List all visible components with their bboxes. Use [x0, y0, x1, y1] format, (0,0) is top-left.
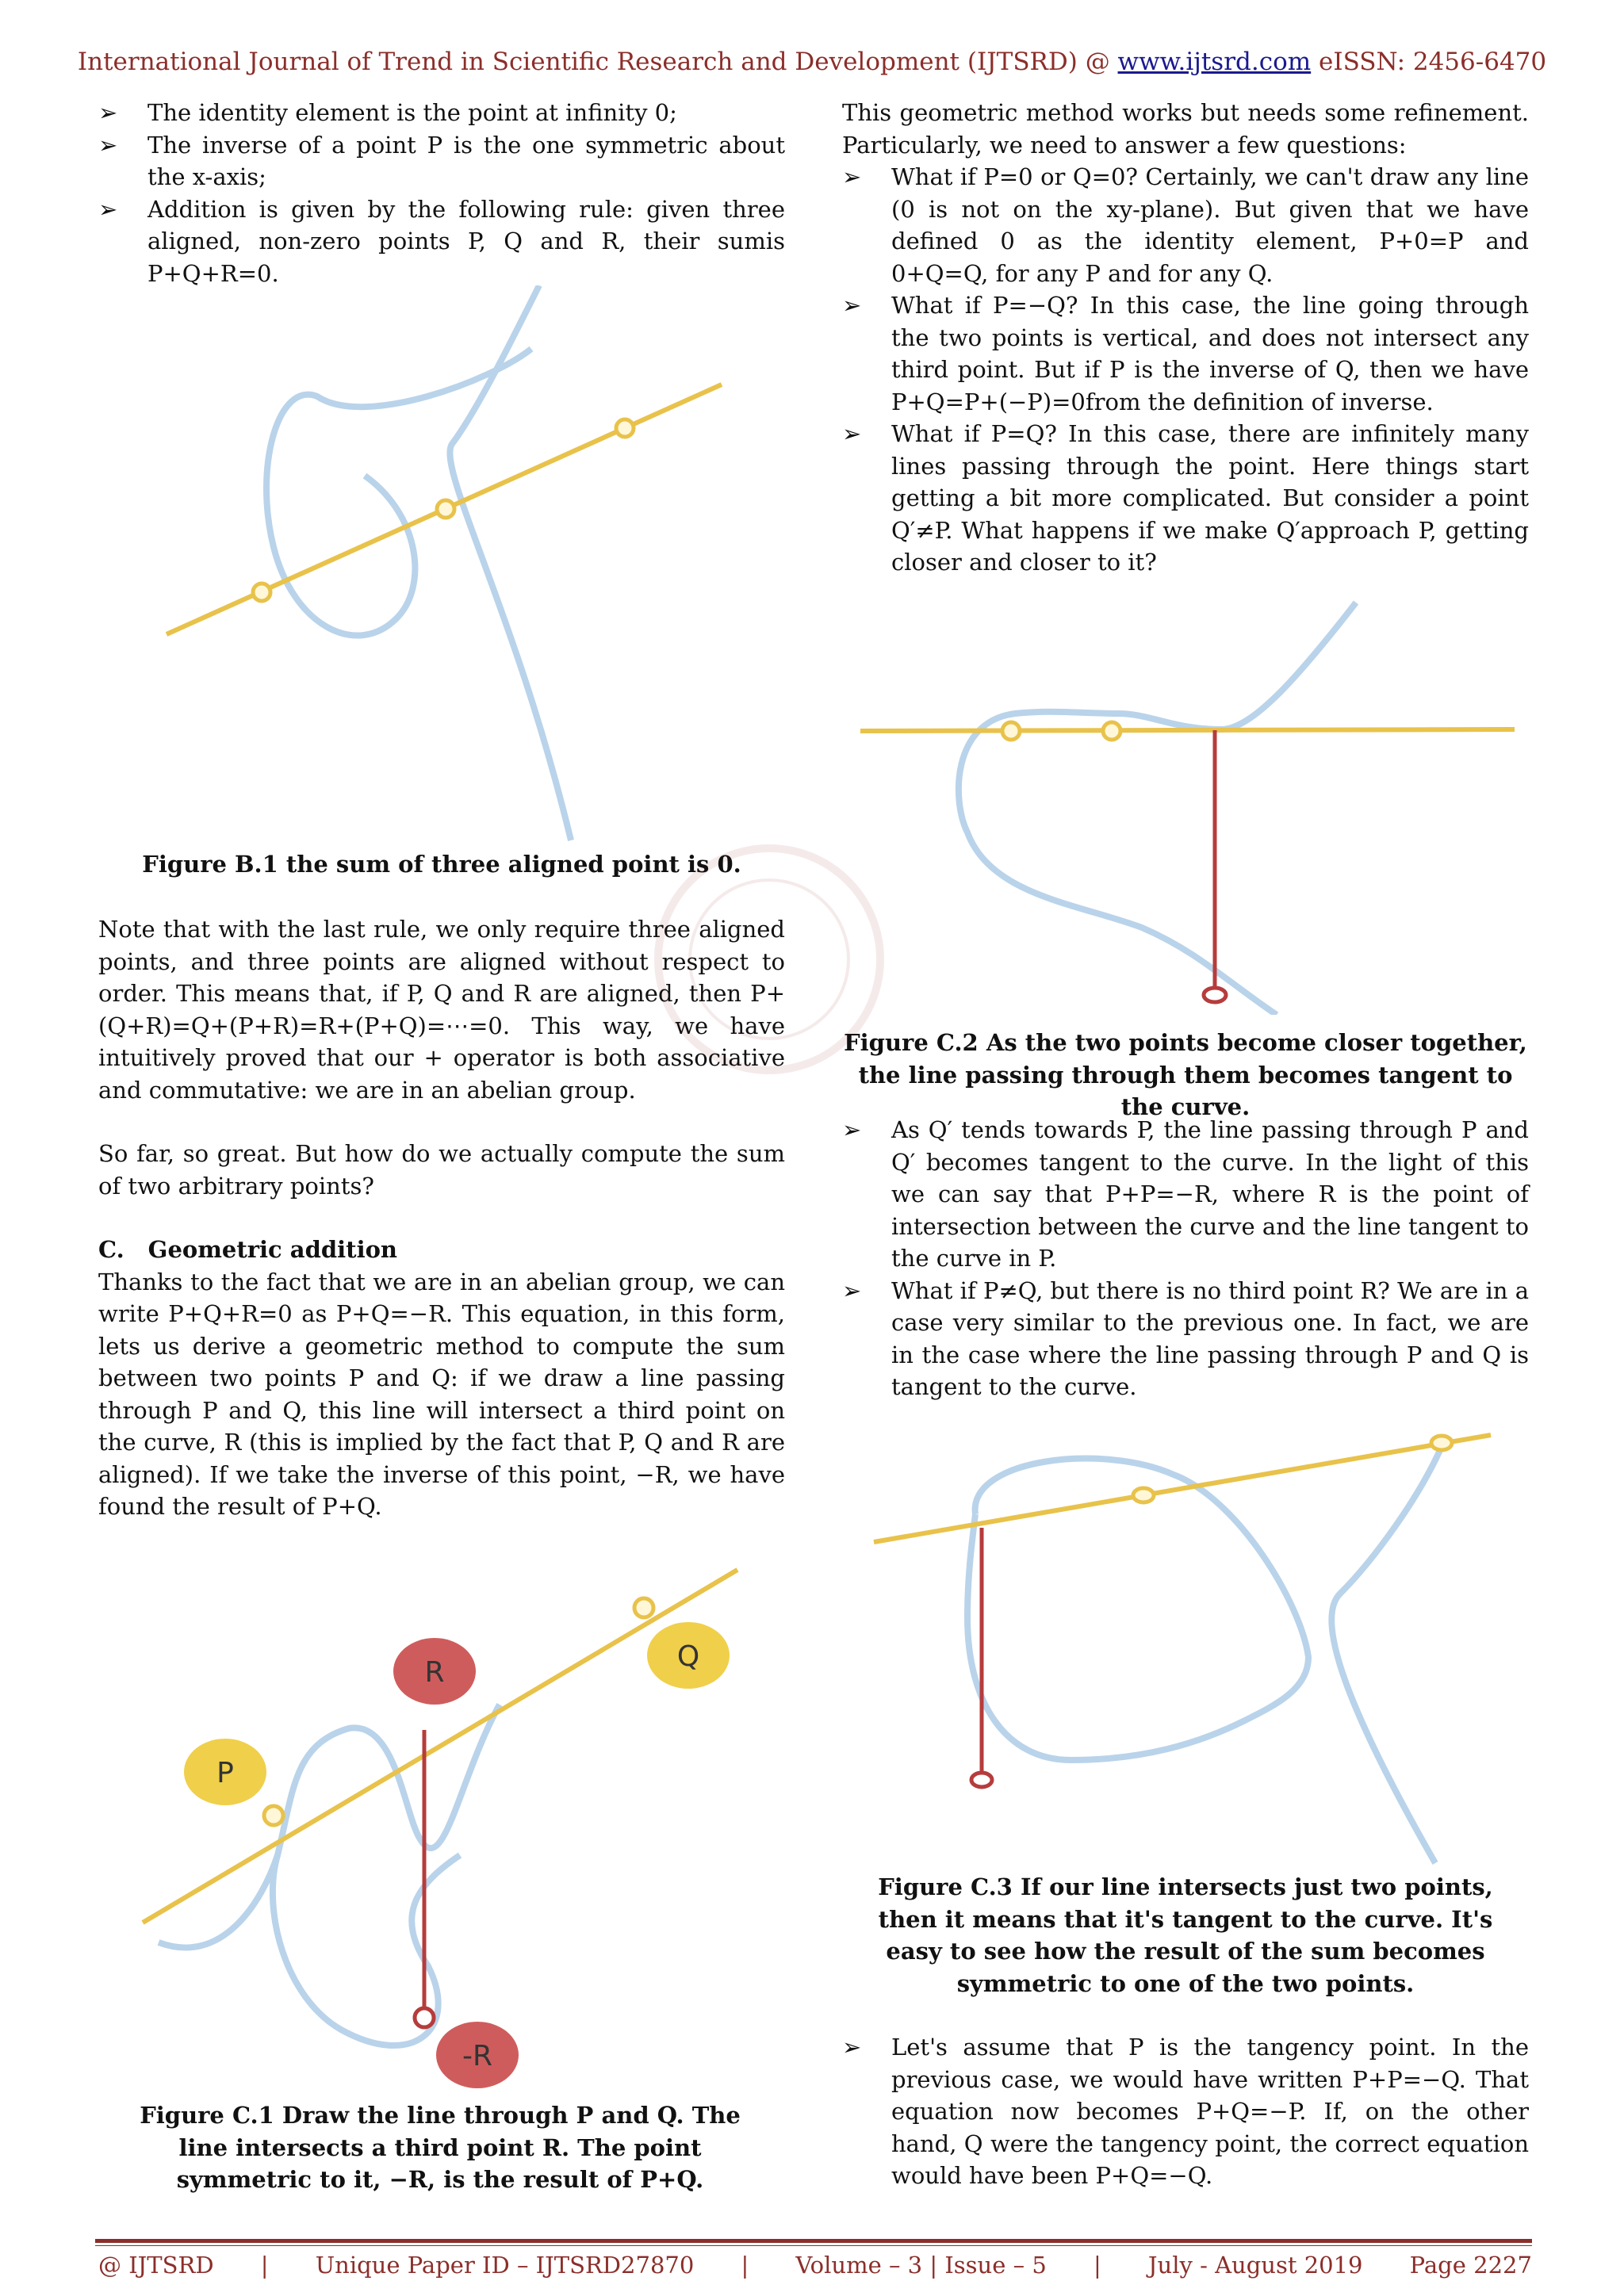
figure-c1 [127, 1554, 753, 2109]
footer-rule [95, 2239, 1532, 2243]
arrowhead-bullet-icon: ➢ [842, 420, 862, 447]
footer [98, 2252, 1532, 2279]
footer-volume: Volume – 3 | Issue – 5 [795, 2252, 1047, 2279]
right-bottom-text [842, 2031, 1529, 2192]
point-p [264, 1806, 283, 1825]
bullet-item: ➢ What if P≠Q, but there is no third point R? We are in a case very similar to the previous one. In fact, we are in the case where the line passing through P and Q is tangent to the curve. [842, 1275, 1529, 1403]
bullet-item: ➢ Addition is given by the following rule: given three aligned, non-zero points P, Q and R, their sumis P+Q+R=0. [98, 193, 785, 290]
figure-b1-caption: Figure B.1 the sum of three aligned point is 0. [142, 851, 741, 878]
point-q [634, 1598, 653, 1617]
paragraph: Thanks to the fact that we are in an abelian group, we can write P+Q+R=0 as P+Q=−R. This equation, in this form, lets us derive a geometric method to compute the sum between two points P and Q: if we draw a line passing through P and Q, this line will intersect a third point on the curve, R (this is implied by the fact that P, Q and R are aligned). If we take the inverse of this point, −R, we have found the result of P+Q. [98, 1268, 785, 1520]
footer-separator: | [1093, 2252, 1101, 2279]
section-heading [98, 1234, 785, 1266]
figure-c3-caption: Figure C.3 If our line intersects just two points, then it means that it's tangent to the curve. It's easy to see how the result of the sum becomes symmetric to one of the two points. [878, 1873, 1493, 1997]
arrowhead-bullet-icon: ➢ [98, 195, 118, 223]
journal-issn: eISSN: 2456-6470 [1311, 48, 1547, 76]
paragraph: So far, so great. But how do we actually compute the sum of two arbitrary points? [98, 1140, 785, 1200]
point-p [1002, 722, 1020, 740]
curve-branch [450, 285, 571, 840]
point-neg-r [415, 2008, 434, 2027]
label-p: P [216, 1757, 234, 1789]
right-top-text [842, 97, 1529, 579]
left-body-text [98, 913, 785, 1523]
bullet-item: ➢ As Q′ tends towards P, the line passing through P and Q′ becomes tangent to the curve. In the light of this we can say that P+P=−R, where R is the point of intersection between the curve and the line tangent to the curve in P. [842, 1114, 1529, 1275]
bullet-item: ➢ What if P=0 or Q=0? Certainly, we can't draw any line (0 is not on the xy-plane). But given that we have defined 0 as the identity element, P+0=P and 0+Q=Q, for any P and for any Q. [842, 161, 1529, 289]
footer-date: July - August 2019 [1147, 2252, 1363, 2279]
footer-separator: | [741, 2252, 749, 2279]
figure-c2 [856, 595, 1522, 1015]
point-3 [616, 419, 634, 437]
bullet-item: ➢ What if P=−Q? In this case, the line going through the two points is vertical, and does not intersect any third point. But if P is the inverse of Q, then we have P+Q=P+(−P)=0from the definition of inverse. [842, 289, 1529, 418]
point-neg-r [1204, 988, 1226, 1002]
point-2 [437, 500, 454, 518]
arrowhead-bullet-icon: ➢ [98, 131, 118, 159]
footer-publisher: @ IJTSRD [98, 2252, 214, 2279]
arrowhead-bullet-icon: ➢ [98, 99, 118, 126]
left-bullets [98, 97, 785, 289]
bullet-item: ➢ Let's assume that P is the tangency point. In the previous case, we would have written P+P=−Q. That equation now becomes P+Q=−P. If, on the other hand, Q were the tangency point, the correct equation would have been P+Q=−Q. [842, 2031, 1529, 2192]
arrowhead-bullet-icon: ➢ [842, 292, 862, 319]
journal-url-link[interactable]: www.ijtsrd.com [1117, 48, 1312, 76]
arrowhead-bullet-icon: ➢ [842, 1116, 862, 1143]
footer-rule-thin [95, 2245, 1532, 2246]
tangent-line [860, 729, 1515, 731]
bullet-item: ➢ What if P=Q? In this case, there are infinitely many lines passing through the point. Here things start getting a bit more complicated. But consider a point Q′≠P. What happens if we make Q′approach P, getting closer and closer to it? [842, 418, 1529, 579]
arrowhead-bullet-icon: ➢ [842, 2034, 862, 2061]
section-title: Geometric addition [147, 1236, 398, 1263]
section-number: C. [98, 1236, 124, 1263]
label-neg-r: -R [462, 2040, 493, 2072]
point-tangency [1133, 1488, 1154, 1502]
point-1 [253, 584, 270, 601]
figure-c3 [864, 1419, 1515, 1871]
footer-paper-id: Unique Paper ID – IJTSRD27870 [315, 2252, 695, 2279]
footer-separator: | [260, 2252, 269, 2279]
paragraph: Note that with the last rule, we only require three aligned points, and three points are aligned without respect to order. This means that, if P, Q and R are aligned, then P+(Q+R)=Q+(P+R)=R+(P+Q)=⋯=0. This way, we have intuitively proved that our + operator is both associative and commutative: we are in an abelian group. [98, 916, 785, 1104]
point-neg [971, 1773, 992, 1787]
arrowhead-bullet-icon: ➢ [842, 1276, 862, 1304]
curve-loop [967, 1459, 1308, 1760]
bullet-item: ➢ The inverse of a point P is the one symmetric about the x-axis; [98, 129, 785, 193]
label-q: Q [676, 1640, 700, 1673]
journal-header [0, 48, 1624, 76]
footer-page-number: Page 2227 [1409, 2252, 1532, 2279]
figure-c1-caption: Figure C.1 Draw the line through P and Q. The line intersects a third point R. The point symmetric to it, −R, is the result of P+Q. [140, 2102, 741, 2193]
point-q-prime [1103, 722, 1120, 740]
figure-b1 [159, 285, 745, 856]
curve [959, 603, 1356, 1015]
bullet-item: ➢ The identity element is the point at infinity 0; [98, 97, 785, 129]
arrowhead-bullet-icon: ➢ [842, 163, 862, 190]
curve-branch [1331, 1443, 1443, 1863]
point-q [1431, 1436, 1452, 1450]
right-middle-text [842, 1114, 1529, 1403]
journal-title: International Journal of Trend in Scientific Research and Development (IJTSRD) @ [77, 48, 1118, 76]
paragraph: This geometric method works but needs some refinement. Particularly, we need to answer a few questions: [842, 99, 1529, 159]
figure-c2-caption: Figure C.2 As the two points become closer together, the line passing through them becomes tangent to the curve. [844, 1029, 1527, 1120]
label-r: R [424, 1656, 445, 1689]
